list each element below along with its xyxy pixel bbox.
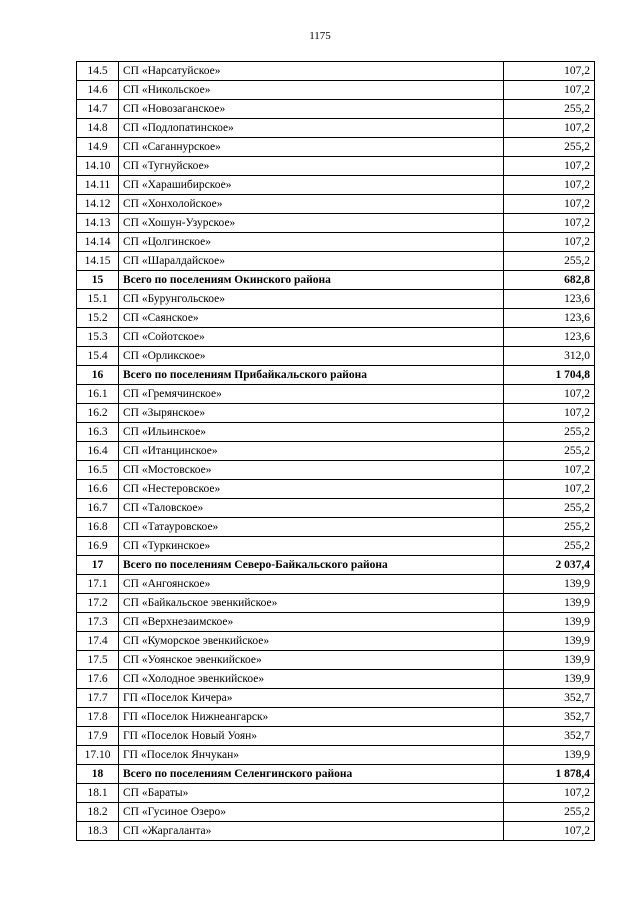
settlement-name: СП «Саянское» [119, 309, 504, 328]
table-row [77, 290, 595, 309]
table-row [77, 385, 595, 404]
table-row [77, 176, 595, 195]
row-number: 18.1 [77, 784, 119, 803]
row-number: 14.7 [77, 100, 119, 119]
settlement-name: Всего по поселениям Северо-Байкальского района [119, 556, 504, 575]
amount-value: 107,2 [504, 119, 595, 138]
amount-value: 255,2 [504, 518, 595, 537]
table-row [77, 138, 595, 157]
row-number: 14.5 [77, 62, 119, 81]
amount-value: 352,7 [504, 727, 595, 746]
settlement-name: ГП «Поселок Нижнеангарск» [119, 708, 504, 727]
row-number: 17.9 [77, 727, 119, 746]
row-number: 14.12 [77, 195, 119, 214]
amount-value: 107,2 [504, 385, 595, 404]
table-row [77, 62, 595, 81]
amount-value: 682,8 [504, 271, 595, 290]
row-number: 14.6 [77, 81, 119, 100]
amount-value: 2 037,4 [504, 556, 595, 575]
table-row [77, 727, 595, 746]
amount-value: 1 878,4 [504, 765, 595, 784]
settlement-name: СП «Итанцинское» [119, 442, 504, 461]
table-row [77, 708, 595, 727]
settlement-name: СП «Ильинское» [119, 423, 504, 442]
table-row [77, 328, 595, 347]
row-number: 17 [77, 556, 119, 575]
district-total-row [77, 765, 595, 784]
table-row [77, 632, 595, 651]
settlement-name: СП «Татауровское» [119, 518, 504, 537]
amount-value: 107,2 [504, 233, 595, 252]
settlement-name: СП «Бурунгольское» [119, 290, 504, 309]
row-number: 16.4 [77, 442, 119, 461]
amount-value: 1 704,8 [504, 366, 595, 385]
row-number: 18.2 [77, 803, 119, 822]
amount-value: 312,0 [504, 347, 595, 366]
row-number: 17.1 [77, 575, 119, 594]
page-number: 1175 [309, 30, 331, 42]
table-row [77, 537, 595, 556]
settlement-name: СП «Новозаганское» [119, 100, 504, 119]
settlement-name: СП «Холодное эвенкийское» [119, 670, 504, 689]
table-row [77, 119, 595, 138]
amount-value: 107,2 [504, 214, 595, 233]
table-row [77, 252, 595, 271]
row-number: 16.2 [77, 404, 119, 423]
table-row [77, 575, 595, 594]
amount-value: 107,2 [504, 62, 595, 81]
amount-value: 255,2 [504, 423, 595, 442]
row-number: 17.7 [77, 689, 119, 708]
settlement-name: Всего по поселениям Прибайкальского района [119, 366, 504, 385]
amount-value: 107,2 [504, 176, 595, 195]
settlement-name: СП «Мостовское» [119, 461, 504, 480]
district-total-row [77, 556, 595, 575]
row-number: 15.1 [77, 290, 119, 309]
settlement-name: СП «Нестеровское» [119, 480, 504, 499]
row-number: 14.15 [77, 252, 119, 271]
amount-value: 139,9 [504, 575, 595, 594]
settlement-name: СП «Хошун-Узурское» [119, 214, 504, 233]
table-row [77, 594, 595, 613]
row-number: 17.10 [77, 746, 119, 765]
row-number: 14.14 [77, 233, 119, 252]
amount-value: 139,9 [504, 594, 595, 613]
settlement-name: СП «Таловское» [119, 499, 504, 518]
row-number: 17.3 [77, 613, 119, 632]
row-number: 15.2 [77, 309, 119, 328]
table-row [77, 613, 595, 632]
settlement-name: СП «Зырянское» [119, 404, 504, 423]
table-row [77, 347, 595, 366]
table-row [77, 157, 595, 176]
amount-value: 107,2 [504, 822, 595, 841]
settlement-name: ГП «Поселок Янчукан» [119, 746, 504, 765]
table-body [77, 62, 595, 841]
settlement-name: СП «Хонхолойское» [119, 195, 504, 214]
row-number: 16.9 [77, 537, 119, 556]
row-number: 17.5 [77, 651, 119, 670]
district-total-row [77, 271, 595, 290]
row-number: 17.6 [77, 670, 119, 689]
row-number: 14.9 [77, 138, 119, 157]
table-row [77, 81, 595, 100]
table-row [77, 803, 595, 822]
settlement-name: СП «Гремячинское» [119, 385, 504, 404]
row-number: 15 [77, 271, 119, 290]
settlement-name: СП «Подлопатинское» [119, 119, 504, 138]
settlement-name: СП «Орликское» [119, 347, 504, 366]
row-number: 18 [77, 765, 119, 784]
amount-value: 107,2 [504, 195, 595, 214]
settlement-name: Всего по поселениям Окинского района [119, 271, 504, 290]
table-row [77, 461, 595, 480]
table-row [77, 518, 595, 537]
row-number: 16.6 [77, 480, 119, 499]
amount-value: 255,2 [504, 803, 595, 822]
amount-value: 123,6 [504, 290, 595, 309]
amount-value: 139,9 [504, 613, 595, 632]
row-number: 15.4 [77, 347, 119, 366]
settlement-name: СП «Гусиное Озеро» [119, 803, 504, 822]
amount-value: 139,9 [504, 746, 595, 765]
row-number: 15.3 [77, 328, 119, 347]
row-number: 16.5 [77, 461, 119, 480]
amount-value: 107,2 [504, 461, 595, 480]
table-row [77, 195, 595, 214]
settlement-name: Всего по поселениям Селенгинского района [119, 765, 504, 784]
row-number: 17.2 [77, 594, 119, 613]
row-number: 14.13 [77, 214, 119, 233]
amount-value: 107,2 [504, 784, 595, 803]
amount-value: 107,2 [504, 81, 595, 100]
settlement-name: СП «Тугнуйское» [119, 157, 504, 176]
amount-value: 255,2 [504, 252, 595, 271]
row-number: 16.8 [77, 518, 119, 537]
amount-value: 139,9 [504, 651, 595, 670]
table-row [77, 100, 595, 119]
amount-value: 107,2 [504, 157, 595, 176]
amount-value: 123,6 [504, 309, 595, 328]
settlements-table [76, 61, 595, 841]
amount-value: 255,2 [504, 100, 595, 119]
settlement-name: СП «Никольское» [119, 81, 504, 100]
table-row [77, 499, 595, 518]
settlement-name: СП «Верхнезаимское» [119, 613, 504, 632]
settlement-name: СП «Саганнурское» [119, 138, 504, 157]
amount-value: 139,9 [504, 632, 595, 651]
settlement-name: СП «Жаргаланта» [119, 822, 504, 841]
table-row [77, 442, 595, 461]
amount-value: 255,2 [504, 138, 595, 157]
table-row [77, 689, 595, 708]
settlement-name: СП «Нарсатуйское» [119, 62, 504, 81]
district-total-row [77, 366, 595, 385]
amount-value: 352,7 [504, 708, 595, 727]
table-row [77, 423, 595, 442]
settlement-name: ГП «Поселок Новый Уоян» [119, 727, 504, 746]
amount-value: 352,7 [504, 689, 595, 708]
settlement-name: СП «Байкальское эвенкийское» [119, 594, 504, 613]
row-number: 16.7 [77, 499, 119, 518]
row-number: 16.1 [77, 385, 119, 404]
table-row [77, 309, 595, 328]
amount-value: 107,2 [504, 404, 595, 423]
row-number: 14.10 [77, 157, 119, 176]
table-row [77, 746, 595, 765]
row-number: 17.4 [77, 632, 119, 651]
table-row [77, 404, 595, 423]
amount-value: 107,2 [504, 480, 595, 499]
table-row [77, 670, 595, 689]
row-number: 17.8 [77, 708, 119, 727]
settlement-name: СП «Туркинское» [119, 537, 504, 556]
settlement-name: СП «Уоянское эвенкийское» [119, 651, 504, 670]
row-number: 14.8 [77, 119, 119, 138]
table-row [77, 822, 595, 841]
table-row [77, 214, 595, 233]
amount-value: 139,9 [504, 670, 595, 689]
settlement-name: СП «Цолгинское» [119, 233, 504, 252]
amount-value: 255,2 [504, 442, 595, 461]
row-number: 18.3 [77, 822, 119, 841]
amount-value: 255,2 [504, 537, 595, 556]
amount-value: 123,6 [504, 328, 595, 347]
settlement-name: СП «Шаралдайское» [119, 252, 504, 271]
settlement-name: ГП «Поселок Кичера» [119, 689, 504, 708]
table-row [77, 233, 595, 252]
settlement-name: СП «Сойотское» [119, 328, 504, 347]
row-number: 16.3 [77, 423, 119, 442]
table-row [77, 480, 595, 499]
settlement-name: СП «Бараты» [119, 784, 504, 803]
row-number: 16 [77, 366, 119, 385]
table-row [77, 784, 595, 803]
row-number: 14.11 [77, 176, 119, 195]
settlement-name: СП «Харашибирское» [119, 176, 504, 195]
table-row [77, 651, 595, 670]
settlement-name: СП «Ангоянское» [119, 575, 504, 594]
settlement-name: СП «Куморское эвенкийское» [119, 632, 504, 651]
amount-value: 255,2 [504, 499, 595, 518]
